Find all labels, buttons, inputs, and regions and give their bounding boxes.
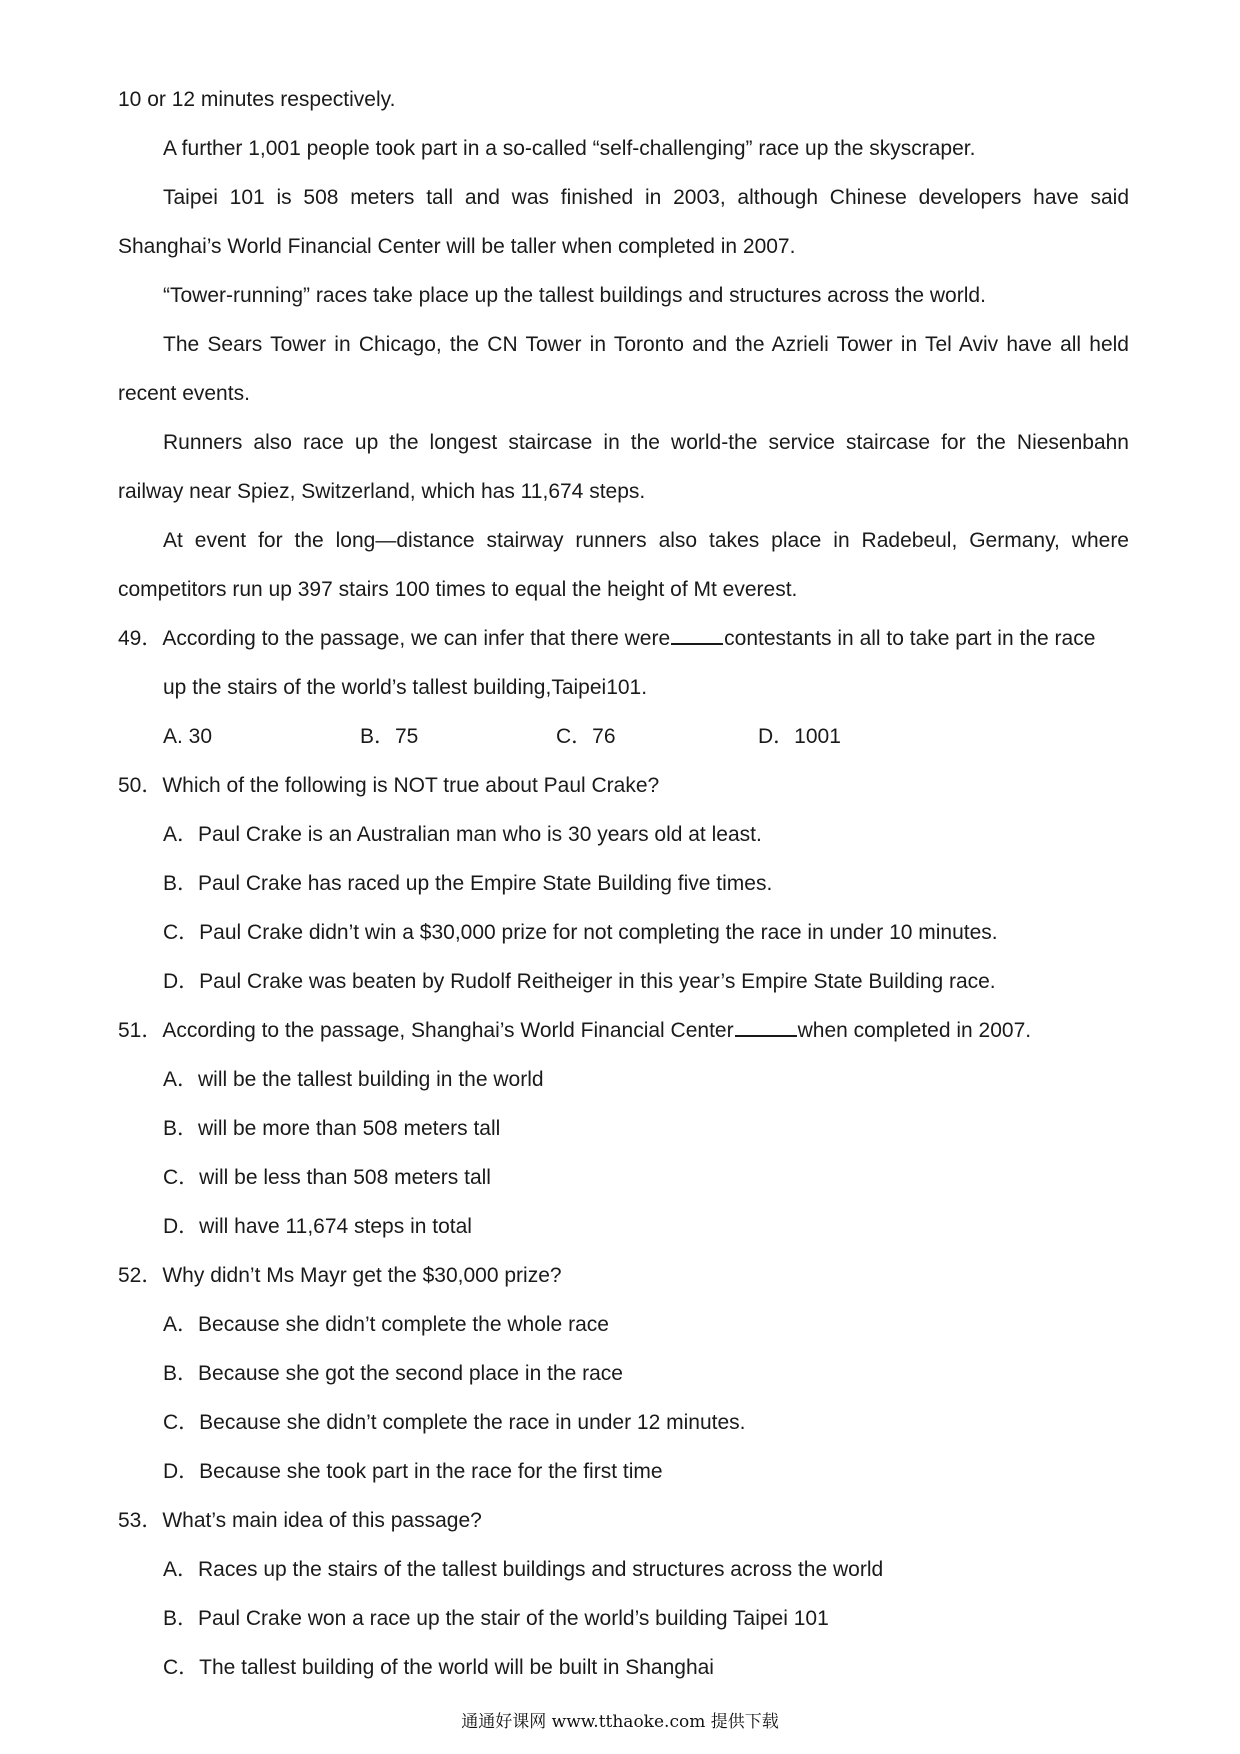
passage-line: 10 or 12 minutes respectively. — [118, 88, 396, 111]
question-number: 53． — [118, 1509, 163, 1532]
question-49-option-c: C．76 — [556, 725, 616, 748]
question-51-option-c: C．will be less than 508 meters tall — [163, 1166, 491, 1189]
question-50-stem — [118, 772, 659, 800]
question-number: 49． — [118, 627, 163, 650]
question-53-option-b: B．Paul Crake won a race up the stair of the world’s building Taipei 101 — [163, 1607, 829, 1630]
answer-blank — [735, 1034, 797, 1037]
passage-paragraph: “Tower-running” races take place up the tallest buildings and structures across the world. — [163, 284, 986, 307]
passage-line: competitors run up 397 stairs 100 times to equal the height of Mt everest. — [118, 578, 798, 601]
question-51-stem — [118, 1017, 1031, 1045]
question-52-option-d: D．Because she took part in the race for the first time — [163, 1460, 663, 1483]
question-49-option-b: B．75 — [360, 725, 419, 748]
question-number: 52． — [118, 1264, 163, 1287]
question-53-option-a: A．Races up the stairs of the tallest buildings and structures across the world — [163, 1558, 884, 1581]
question-51-option-b: B．will be more than 508 meters tall — [163, 1117, 501, 1140]
passage-paragraph: Taipei 101 is 508 meters tall and was finished in 2003, although Chinese developers have said — [163, 186, 1129, 209]
passage-paragraph: At event for the long—distance stairway runners also takes place in Radebeul, Germany, where — [163, 529, 1129, 552]
question-51-option-a: A．will be the tallest building in the world — [163, 1068, 544, 1091]
question-50-option-c: C．Paul Crake didn’t win a $30,000 prize for not completing the race in under 10 minutes. — [163, 921, 998, 944]
passage-line: railway near Spiez, Switzerland, which has 11,674 steps. — [118, 480, 646, 503]
question-53-stem — [118, 1507, 482, 1535]
question-52-option-a: A．Because she didn’t complete the whole race — [163, 1313, 609, 1336]
question-stem-part: Which of the following is NOT true about Paul Crake? — [162, 774, 660, 797]
question-49-option-a: A. 30 — [163, 725, 213, 748]
passage-line: recent events. — [118, 382, 250, 405]
question-stem-part: According to the passage, Shanghai’s World Financial Center — [162, 1019, 734, 1042]
answer-blank — [671, 642, 723, 645]
question-stem-part: What’s main idea of this passage? — [162, 1509, 482, 1532]
question-stem-part: when completed in 2007. — [797, 1019, 1032, 1042]
question-stem-part: contestants in all to take part in the race — [724, 627, 1096, 650]
question-50-option-d: D．Paul Crake was beaten by Rudolf Reitheiger in this year’s Empire State Building race. — [163, 970, 996, 993]
question-51-option-d: D．will have 11,674 steps in total — [163, 1215, 472, 1238]
passage-paragraph: A further 1,001 people took part in a so-called “self-challenging” race up the skyscraper. — [163, 137, 976, 160]
passage-paragraph: Runners also race up the longest staircase in the world-the service staircase for the Niesenbahn — [163, 431, 1129, 454]
question-52-option-c: C．Because she didn’t complete the race in under 12 minutes. — [163, 1411, 746, 1434]
question-number: 50． — [118, 774, 163, 797]
question-49-stem — [118, 625, 1095, 653]
question-number: 51． — [118, 1019, 163, 1042]
page-footer: 通通好课网 www.tthaoke.com 提供下载 — [461, 1712, 779, 1732]
question-50-option-a: A．Paul Crake is an Australian man who is 30 years old at least. — [163, 823, 762, 846]
question-50-option-b: B．Paul Crake has raced up the Empire State Building five times. — [163, 872, 773, 895]
question-49-stem-continued: up the stairs of the world’s tallest building,Taipei101. — [163, 676, 648, 699]
question-stem-part: According to the passage, we can infer that there were — [162, 627, 671, 650]
question-49-option-d: D．1001 — [758, 725, 841, 748]
question-53-option-c: C．The tallest building of the world will be built in Shanghai — [163, 1656, 714, 1679]
question-52-option-b: B．Because she got the second place in the race — [163, 1362, 623, 1385]
passage-line: Shanghai’s World Financial Center will be taller when completed in 2007. — [118, 235, 796, 258]
question-52-stem — [118, 1262, 562, 1290]
question-stem-part: Why didn’t Ms Mayr get the $30,000 prize? — [162, 1264, 562, 1287]
passage-paragraph: The Sears Tower in Chicago, the CN Tower in Toronto and the Azrieli Tower in Tel Aviv have all held — [163, 333, 1129, 356]
